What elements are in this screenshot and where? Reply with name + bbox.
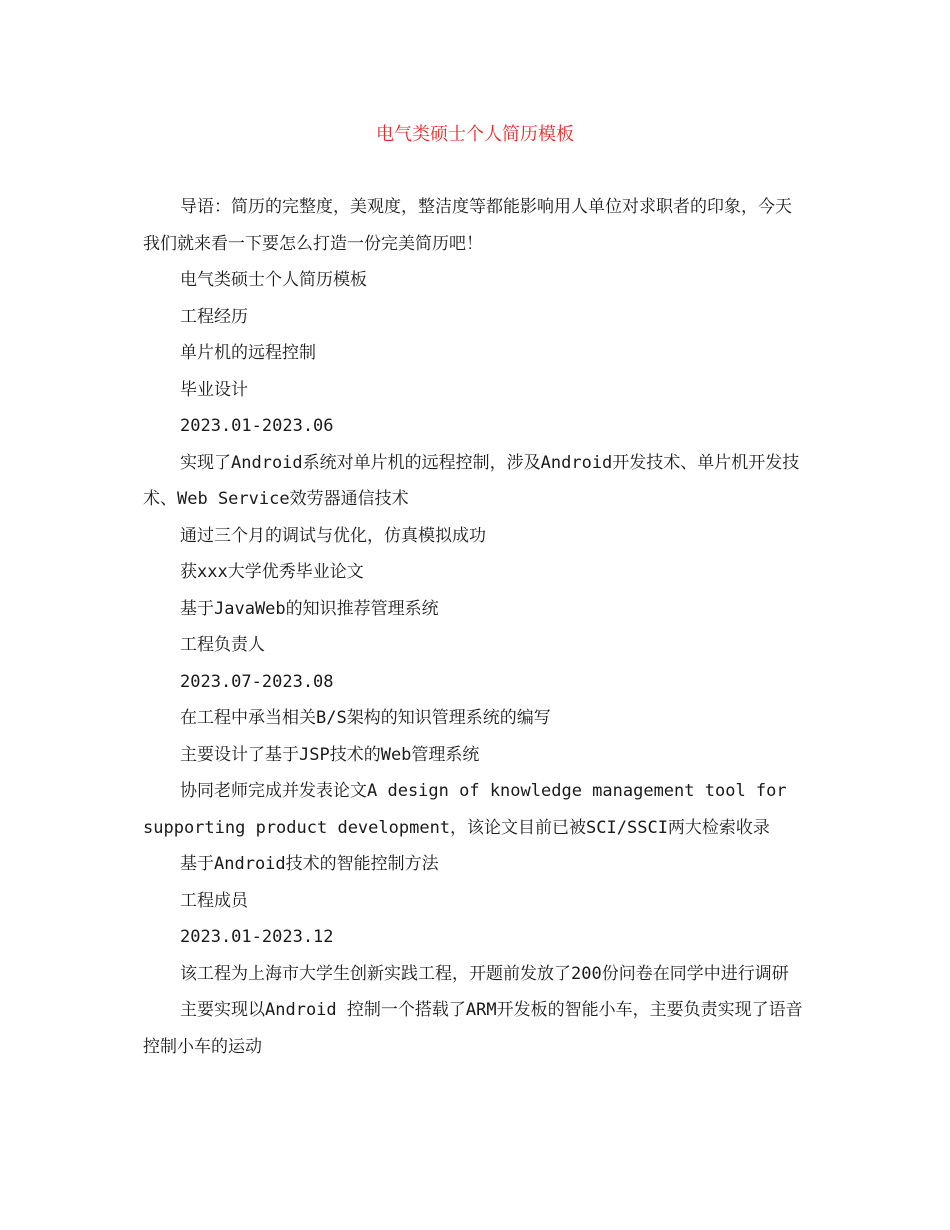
paragraph-project-detail: 主要实现以Android 控制一个搭载了ARM开发板的智能小车，主要负责实现了语音控制小车的运动: [143, 1000, 803, 1057]
paragraph-project-date: 2023.07-2023.08: [180, 671, 334, 692]
paragraph-intro: 导语：简历的完整度，美观度，整洁度等都能影响用人单位对求职者的印象，今天我们就来看一下要怎么打造一份完美简历吧！: [143, 197, 792, 254]
paragraph-project-detail: 在工程中承当相关B/S架构的知识管理系统的编写: [180, 708, 551, 728]
paragraph-project-detail: 协同老师完成并发表论文A design of knowledge management tool for supporting product development，该论文目前已被SCI/SSCI两大检索收录: [143, 781, 787, 838]
paragraph-section-title: 工程经历: [180, 306, 248, 327]
paragraph-project-date: 2023.01-2023.06: [180, 416, 334, 436]
document-body: [143, 189, 805, 1065]
paragraph-project-name: 单片机的远程控制: [180, 343, 316, 363]
paragraph-project-detail: 获xxx大学优秀毕业论文: [180, 562, 364, 582]
paragraph-heading: 电气类硕士个人简历模板: [180, 270, 367, 290]
paragraph-project-detail: 该工程为上海市大学生创新实践工程，开题前发放了200份问卷在同学中进行调研: [180, 963, 789, 984]
paragraph-project-detail: 实现了Android系统对单片机的远程控制，涉及Android开发技术、单片机开发技术、Web Service效劳器通信技术: [143, 452, 800, 509]
paragraph-project-role: 工程成员: [180, 890, 248, 911]
paragraph-project-role: 工程负责人: [180, 635, 265, 655]
paragraph-project-date: 2023.01-2023.12: [180, 927, 334, 947]
paragraph-project-name: 基于JavaWeb的知识推荐管理系统: [180, 598, 439, 619]
paragraph-project-detail: 主要设计了基于JSP技术的Web管理系统: [180, 744, 480, 765]
paragraph-project-role: 毕业设计: [180, 379, 248, 400]
paragraph-project-name: 基于Android技术的智能控制方法: [180, 854, 439, 874]
paragraph-project-detail: 通过三个月的调试与优化，仿真模拟成功: [180, 525, 486, 546]
document-title: 电气类硕士个人简历模板: [376, 124, 574, 145]
